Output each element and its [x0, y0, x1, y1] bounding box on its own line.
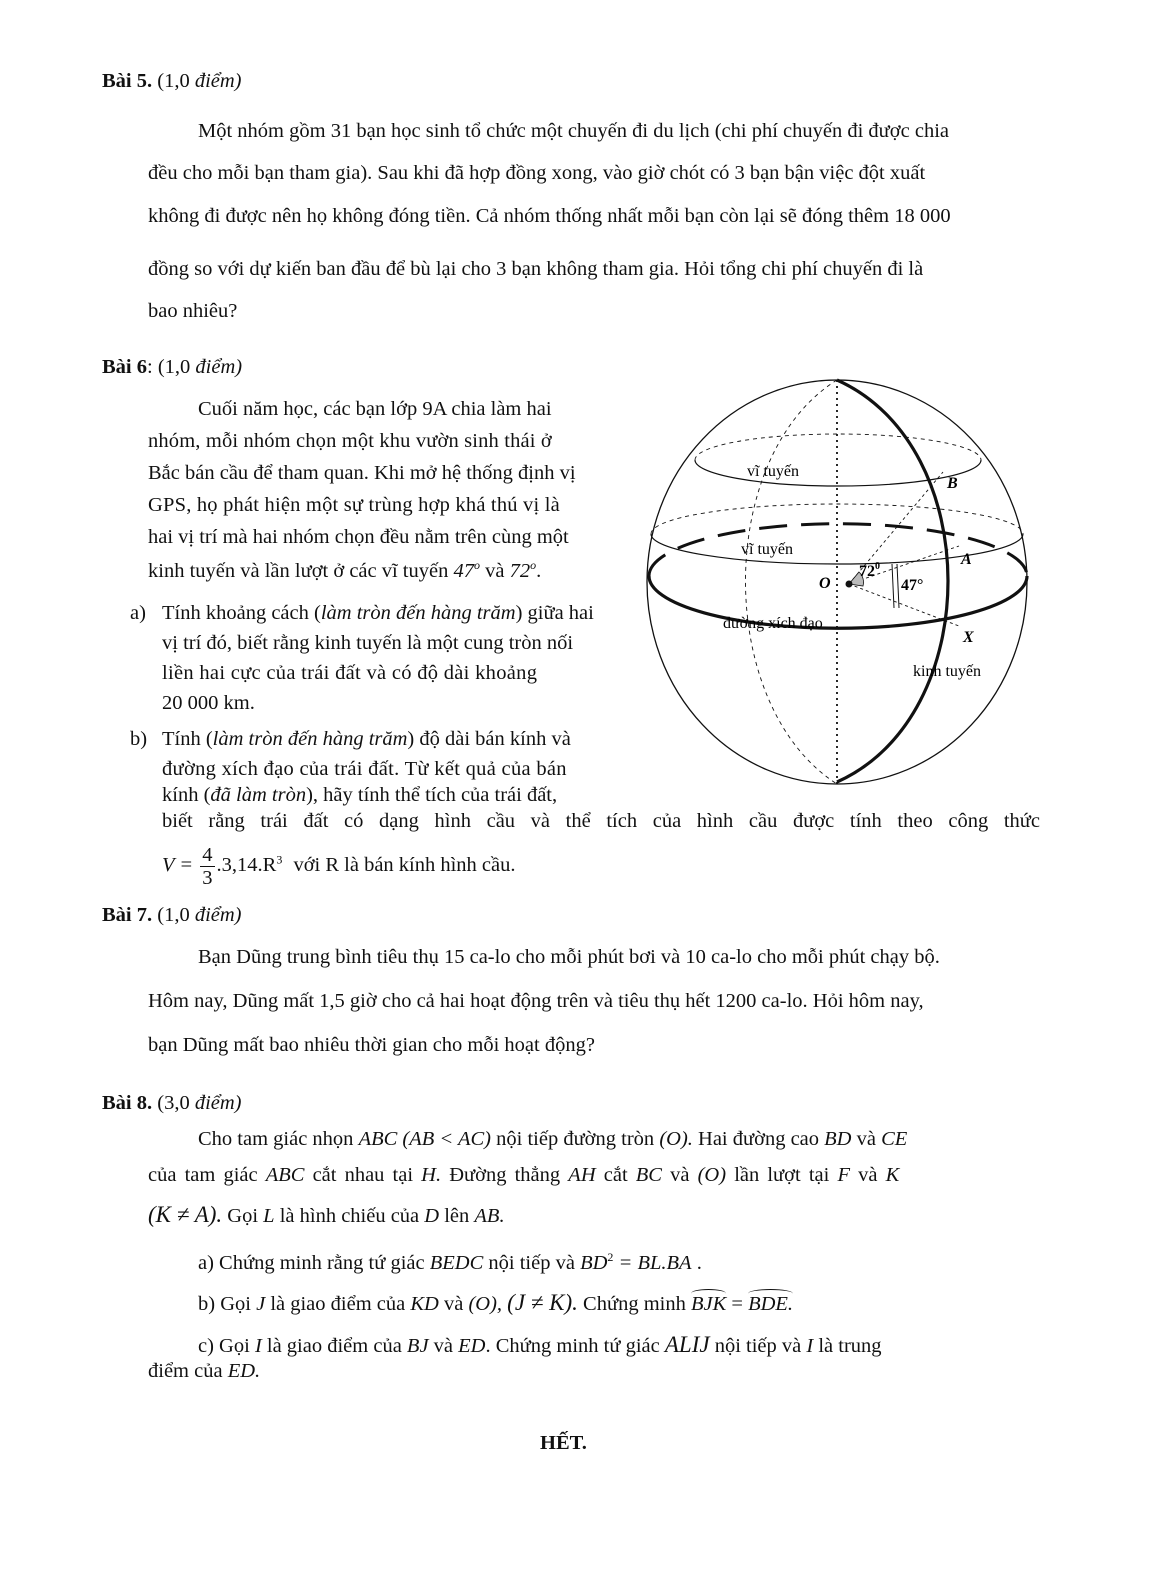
problem-6-intro-2: nhóm, mỗi nhóm chọn một khu vườn sinh thái ở — [148, 430, 552, 452]
problem-8-score: (3,0 — [157, 1092, 190, 1114]
degree-sup-1: o — [473, 558, 480, 572]
formula-numerator: 4 — [202, 844, 213, 866]
p8-l1-o: (O). — [659, 1128, 693, 1150]
problem-6-score: : (1,0 — [147, 356, 191, 378]
p8c-text: c) Gọi — [198, 1335, 250, 1357]
intro-and: và — [485, 559, 505, 582]
problem-6-intro-5: hai vị trí mà hai nhóm chọn đều nằm trên cùng một — [148, 526, 569, 548]
p8-l2-ah: AH — [568, 1164, 596, 1186]
p8-l1-bd: BD — [824, 1128, 852, 1150]
problem-6-title: Bài 6 — [102, 356, 147, 378]
problem-5-line-2: đều cho mỗi bạn tham gia). Sau khi đã hợp đồng xong, vào giờ chót có 3 bạn bận việc đột xuất — [148, 162, 926, 184]
formula-tail: với R là bán kính hình cầu. — [293, 854, 516, 877]
lat-label-2: vĩ tuyến — [741, 541, 793, 558]
formula-v: V = — [162, 854, 194, 877]
p8-l1-and: và — [856, 1128, 876, 1150]
intro-end: . — [536, 559, 542, 582]
problem-6-intro-1: Cuối năm học, các bạn lớp 9A chia làm hai — [198, 398, 552, 420]
p8-l1-abc: ABC — [358, 1128, 398, 1150]
problem-7-line-1: Bạn Dũng trung bình tiêu thụ 15 ca-lo cho mỗi phút bơi và 10 ca-lo cho mỗi phút chạy bộ. — [198, 946, 940, 968]
formula-rest: .3,14.R — [216, 854, 277, 877]
part-6a-label: a) — [130, 602, 146, 624]
part-6b-pre: Tính ( — [162, 728, 213, 750]
point-a-label: A — [961, 551, 972, 568]
p8b-arc-bjk: BJK — [690, 1293, 727, 1315]
part-6b-post: ) độ dài bán kính và — [407, 728, 571, 750]
problem-8-title: Bài 8. — [102, 1092, 153, 1114]
angle-47-tick-2 — [897, 564, 899, 608]
part-6a-line-4: 20 000 km. — [162, 692, 255, 714]
point-o-label: O — [819, 575, 831, 592]
point-x-label: X — [963, 629, 974, 646]
p8-l2-bc: BC — [635, 1164, 662, 1186]
p8-l3-a: Gọi — [227, 1205, 259, 1227]
p8a-dot: . — [696, 1251, 702, 1274]
problem-5-line-5: bao nhiêu? — [148, 300, 238, 322]
earth-globe-figure — [645, 376, 1045, 796]
p8-l3-c: lên — [444, 1205, 470, 1227]
p8a-text: a) Chứng minh rằng tứ giác — [198, 1251, 425, 1274]
p8b-J: J — [256, 1293, 266, 1315]
p8c-mid: là giao điểm của — [266, 1335, 402, 1357]
part-6b-line-2: đường xích đạo của trái đất. Từ kết quả của bán — [162, 758, 567, 780]
p8c-end: là trung — [818, 1335, 882, 1357]
p8-l2-e: và — [670, 1164, 690, 1186]
p8-l1-cond: (AB < AC) — [402, 1128, 492, 1150]
equator-label: đường xích đạo — [723, 615, 823, 632]
p8-l1-ce: CE — [881, 1128, 908, 1150]
p8a-sq: 2 — [607, 1250, 614, 1264]
problem-5-score-unit: điểm) — [194, 70, 242, 92]
p8-l3-b: là hình chiếu của — [279, 1205, 420, 1227]
p8-l2-h: H. — [421, 1164, 442, 1186]
p8c-rest: nội tiếp và — [714, 1335, 802, 1357]
problem-8-part-b — [198, 1290, 793, 1316]
p8b-O: (O), — [468, 1293, 503, 1315]
p8c-and: và — [433, 1335, 454, 1357]
part-6b-italic: làm tròn đến hàng trăm — [212, 728, 408, 750]
problem-8-score-unit: điểm) — [194, 1092, 242, 1114]
angle-47-label: 47° — [901, 577, 924, 594]
problem-5-score: (1,0 — [157, 70, 190, 92]
part-6b-label: b) — [130, 728, 148, 750]
p8c-I: I — [254, 1335, 262, 1357]
problem-8-part-a — [198, 1250, 702, 1275]
problem-5-line-1: Một nhóm gồm 31 bạn học sinh tổ chức một chuyến đi du lịch (chi phí chuyến đi được chia — [198, 120, 949, 142]
p8-l2-F: F — [837, 1164, 850, 1186]
problem-8-part-c-line-1 — [198, 1332, 882, 1358]
p8c-I2: I — [806, 1335, 814, 1357]
latitude-72: 72 — [509, 559, 531, 582]
problem-7-score: (1,0 — [157, 904, 190, 926]
p8c-ED2: ED. — [227, 1360, 261, 1382]
p8b-cond: (J ≠ K). — [507, 1290, 578, 1315]
p8c-line2: điểm của — [148, 1360, 223, 1382]
formula-power: 3 — [276, 852, 283, 867]
part-6a-pre: Tính khoảng cách ( — [162, 602, 321, 624]
angle-72-sup: 0 — [875, 561, 880, 572]
p8c-ED: ED — [458, 1335, 486, 1357]
p8-l2-and: và — [858, 1164, 878, 1186]
problem-8-line-3 — [148, 1202, 505, 1228]
p8c-ALIJ: ALIJ — [664, 1332, 710, 1357]
problem-8-heading — [102, 1092, 242, 1115]
p8b-text: b) Gọi — [198, 1293, 251, 1315]
part-6b-l3-pre: kính ( — [162, 784, 211, 806]
problem-6-intro-6 — [148, 558, 541, 583]
p8-l2-d: cắt — [603, 1164, 628, 1186]
problem-6-score-unit: điểm) — [195, 356, 243, 378]
part-6b-line-4: biết rằng trái đất có dạng hình cầu và thể tích của hình cầu được tính theo công thức — [162, 810, 1040, 832]
problem-7-title: Bài 7. — [102, 904, 153, 926]
part-6a-line-2: vị trí đó, biết rằng kinh tuyến là một cung tròn nối — [162, 632, 574, 654]
angle-72-label — [859, 561, 880, 580]
part-6a-italic: làm tròn đến hàng trăm — [320, 602, 516, 624]
problem-6-intro-4: GPS, họ phát hiện một sự trùng hợp khá thú vị là — [148, 494, 560, 516]
p8-l2-c: Đường thẳng — [449, 1164, 561, 1186]
p8-l3-cond: (K ≠ A). — [148, 1202, 223, 1227]
p8-l2-a: của tam giác — [148, 1164, 258, 1186]
p8-l1-b: nội tiếp đường tròn — [496, 1128, 655, 1150]
p8-l1-c: Hai đường cao — [698, 1128, 820, 1150]
p8-l3-D: D — [424, 1205, 440, 1227]
meridian-label: kinh tuyến — [913, 663, 981, 680]
problem-7-score-unit: điểm) — [194, 904, 242, 926]
angle-47-tick-1 — [892, 564, 894, 608]
center-point — [846, 581, 853, 588]
p8-l2-abc: ABC — [265, 1164, 305, 1186]
problem-8-line-1 — [198, 1128, 907, 1151]
problem-8-line-2 — [148, 1164, 899, 1187]
p8a-bedc: BEDC — [429, 1251, 484, 1274]
p8b-mid: là giao điểm của — [270, 1293, 406, 1315]
p8a-eq-r: = BL.BA — [618, 1251, 692, 1274]
part-6a-line-3: liền hai cực của trái đất và có độ dài khoảng — [162, 662, 538, 684]
equator-back — [649, 524, 1027, 576]
formula-fraction — [200, 844, 214, 889]
problem-5-line-3: không đi được nên họ không đóng tiền. Cả nhóm thống nhất mỗi bạn còn lại sẽ đóng thêm 18 000 — [148, 205, 951, 227]
end-marker: HẾT. — [540, 1432, 587, 1454]
part-6a-line-1 — [162, 602, 594, 625]
problem-8-part-c-line-2 — [148, 1360, 260, 1383]
p8b-arc-bde: BDE. — [748, 1293, 794, 1315]
part-6a-post: ) giữa hai — [515, 602, 594, 624]
p8-l2-f: lần lượt tại — [734, 1164, 830, 1186]
formula-denominator: 3 — [202, 867, 213, 889]
latitude-47: 47 — [453, 559, 474, 582]
problem-7-line-2: Hôm nay, Dũng mất 1,5 giờ cho cả hai hoạt động trên và tiêu thụ hết 1200 ca-lo. Hỏi hôm nay, — [148, 990, 924, 1012]
intro-latitude-text: kinh tuyến và lần lượt ở các vĩ tuyến — [148, 559, 449, 582]
part-6b-line-1 — [162, 728, 571, 751]
p8-l1-a: Cho tam giác nhọn — [198, 1128, 354, 1150]
problem-6-heading — [102, 356, 242, 379]
part-6b-l3-post: ), hãy tính thể tích của trái đất, — [306, 784, 558, 806]
volume-formula — [162, 844, 516, 889]
latitude-72-back — [695, 434, 981, 460]
p8b-KD: KD — [410, 1293, 439, 1315]
problem-7-heading — [102, 904, 242, 927]
p8-l2-b: cắt nhau tại — [312, 1164, 414, 1186]
p8a-eq-l: BD — [580, 1251, 608, 1274]
part-6b-l3-italic: đã làm tròn — [210, 784, 307, 806]
lat-label-1: vĩ tuyến — [747, 463, 799, 480]
p8-l2-K: K — [885, 1164, 900, 1186]
problem-7-line-3: bạn Dũng mất bao nhiêu thời gian cho mỗi hoạt động? — [148, 1034, 595, 1056]
p8c-prove: . Chứng minh tứ giác — [485, 1335, 660, 1357]
degree-sup-2: o — [530, 558, 537, 572]
p8b-prove: Chứng minh — [583, 1293, 686, 1315]
p8-l3-AB: AB. — [474, 1205, 505, 1227]
problem-5-heading — [102, 70, 242, 93]
problem-5-line-4: đồng so với dự kiến ban đầu để bù lại cho 3 bạn không tham gia. Hỏi tổng chi phí chuyến đi là — [148, 258, 924, 280]
p8-l2-o: (O) — [697, 1164, 727, 1186]
part-6b-line-3 — [162, 784, 557, 807]
p8c-BJ: BJ — [406, 1335, 429, 1357]
point-b-label: B — [947, 475, 958, 492]
p8-l3-L: L — [263, 1205, 275, 1227]
p8b-and: và — [443, 1293, 464, 1315]
p8a-mid: nội tiếp và — [488, 1251, 575, 1274]
p8b-eq: = — [731, 1293, 743, 1315]
equator-front — [649, 576, 1027, 628]
latitude-72-front — [695, 460, 981, 486]
problem-6-intro-3: Bắc bán cầu để tham quan. Khi mở hệ thống định vị — [148, 462, 576, 484]
problem-5-title: Bài 5. — [102, 70, 153, 92]
angle-72-value: 72 — [859, 563, 875, 580]
